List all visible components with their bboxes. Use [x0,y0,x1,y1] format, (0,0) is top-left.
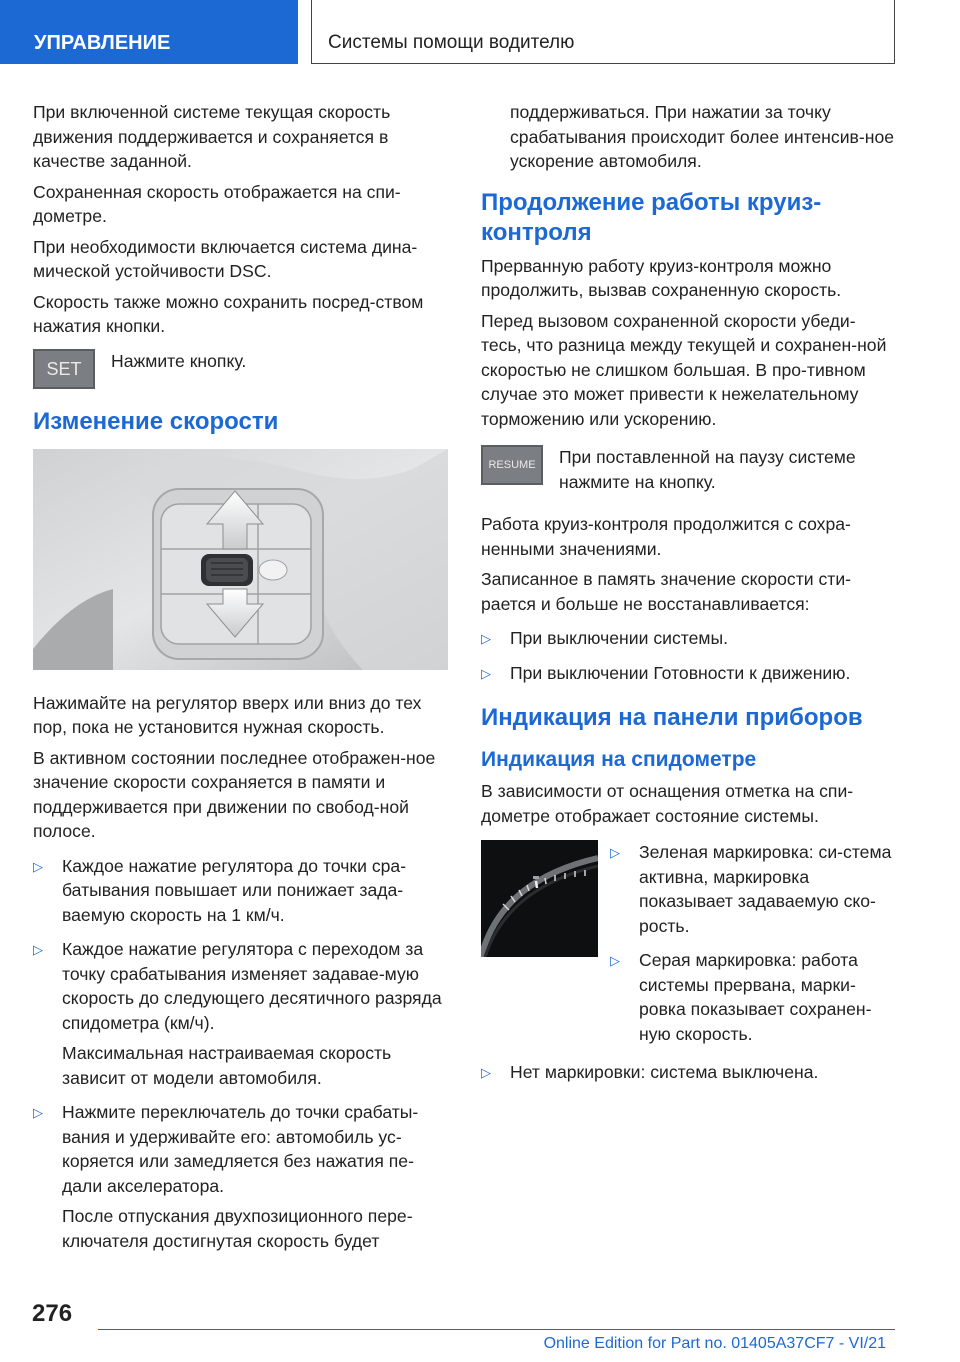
paragraph: Нажимайте на регулятор вверх или вниз до тех пор, пока не установится нужная скорость. [33,692,422,737]
speedometer-section [481,840,896,1056]
set-button-row [33,349,448,389]
header-divider [894,0,895,64]
list-item-text: Каждое нажатие регулятора с переходом за точку срабатывания изменяет задавае-мую скорость до следующего десятичного разряда спидометра (км/ч). [62,939,442,1033]
footer-divider [98,1329,895,1330]
section-heading-display: Индикация на панели приборов [481,704,863,731]
list-item [481,626,896,651]
list-item [33,937,448,1035]
triangle-bullet-icon: ▷ [33,858,43,874]
section-heading-speed-change: Изменение скорости [33,407,279,435]
triangle-bullet-icon: ▷ [481,631,491,646]
paragraph-continued: поддерживаться. При нажатии за точку срабатывания происходит более интенсив-ное ускорение автомобиля. [510,102,895,171]
resume-button-row [481,445,896,494]
list-item [610,948,896,1046]
paragraph: Скорость также можно сохранить посред-ством нажатия кнопки. [33,291,424,336]
paragraph: В активном состоянии последнее отображен-ное значение скорости сохраняется в памяти и поддерживается при движении по свобод-ной полосе. [33,747,436,841]
set-button-instruction: Нажмите кнопку. [111,350,247,371]
speedometer-photo [481,840,598,957]
set-button-icon: SET [33,349,95,389]
section-heading-resume: Продолжение работы круиз-контроля [481,188,822,246]
edition-info: Online Edition for Part no. 01405A37CF7 - VI/21 [543,1335,886,1352]
subsection-heading-speedometer: Индикация на спидометре [481,748,757,771]
speedometer-bullets [598,840,896,1056]
list-item-text: При выключении системы. [510,628,729,648]
triangle-bullet-icon: ▷ [610,845,620,860]
paragraph: Работа круиз-контроля продолжится с сохра-ненными значениями. [481,514,851,559]
list-item-text: Нет маркировки: система выключена. [510,1062,819,1082]
section-tab: УПРАВЛЕНИЕ [0,0,298,64]
steering-wheel-controls-photo [33,449,448,670]
paragraph: Перед вызовом сохраненной скорости убеди-тесь, что разница между текущей и сохранен-ной скоростью не слишком большая. В про-тивном случае это может привести к нежелательному торможению или ускорению. [481,310,887,429]
list-item-text: При выключении Готовности к движению. [510,662,851,683]
list-item-note: После отпускания двухпозиционного пере-ключателя достигнутая скорость будет [62,1206,413,1251]
paragraph: При необходимости включается система дина-мической устойчивости DSC. [33,236,418,281]
left-column [33,100,448,1263]
paragraph: Записанное в память значение скорости сти-рается и больше не восстанавливается: [481,569,852,614]
resume-button-icon: RESUME [481,445,543,485]
list-item-text: Зеленая маркировка: си-стема активна, маркировка показывает задаваемую ско-рость. [639,842,892,936]
triangle-bullet-icon: ▷ [33,942,43,957]
chapter-title: Системы помощи водителю [328,32,575,53]
triangle-bullet-icon: ▷ [33,1105,43,1120]
resume-button-instruction: При поставленной на паузу системе нажмите на кнопку. [559,447,856,492]
list-item-note: Максимальная настраиваемая скорость зависит от модели автомобиля. [62,1043,392,1088]
header-divider [311,0,312,64]
paragraph: При включенной системе текущая скорость движения поддерживается и сохраняется в качестве заданной. [33,102,391,171]
paragraph: В зависимости от оснащения отметка на спи-дометре отображает состояние системы. [481,781,854,826]
paragraph: Прерванную работу круиз-контроля можно продолжить, вызвав сохраненную скорость. [481,255,842,300]
triangle-bullet-icon: ▷ [481,665,491,681]
triangle-bullet-icon: ▷ [481,1065,491,1080]
page-header [0,0,960,66]
list-item-text: Нажмите переключатель до точки срабаты-вания и удерживайте его: автомобиль ус-коряется или замедляется без нажатия пе-дали акселератора. [62,1102,419,1196]
list-item [33,854,448,928]
list-item-text: Серая маркировка: работа системы прервана, марки-ровка показывает сохранен-ную скорость. [639,950,872,1044]
list-item-text: Каждое нажатие регулятора до точки сра-батывания повышает или понижает зада-ваемую скорость на 1 км/ч. [62,855,407,925]
right-column [481,100,896,1095]
list-item [33,1100,448,1198]
header-divider [311,63,895,64]
list-item [610,840,896,938]
triangle-bullet-icon: ▷ [610,953,620,968]
list-item [481,661,896,686]
page-number: 276 [32,1300,73,1327]
paragraph: Сохраненная скорость отображается на спи-дометре. [33,181,401,226]
list-item [481,1060,896,1085]
